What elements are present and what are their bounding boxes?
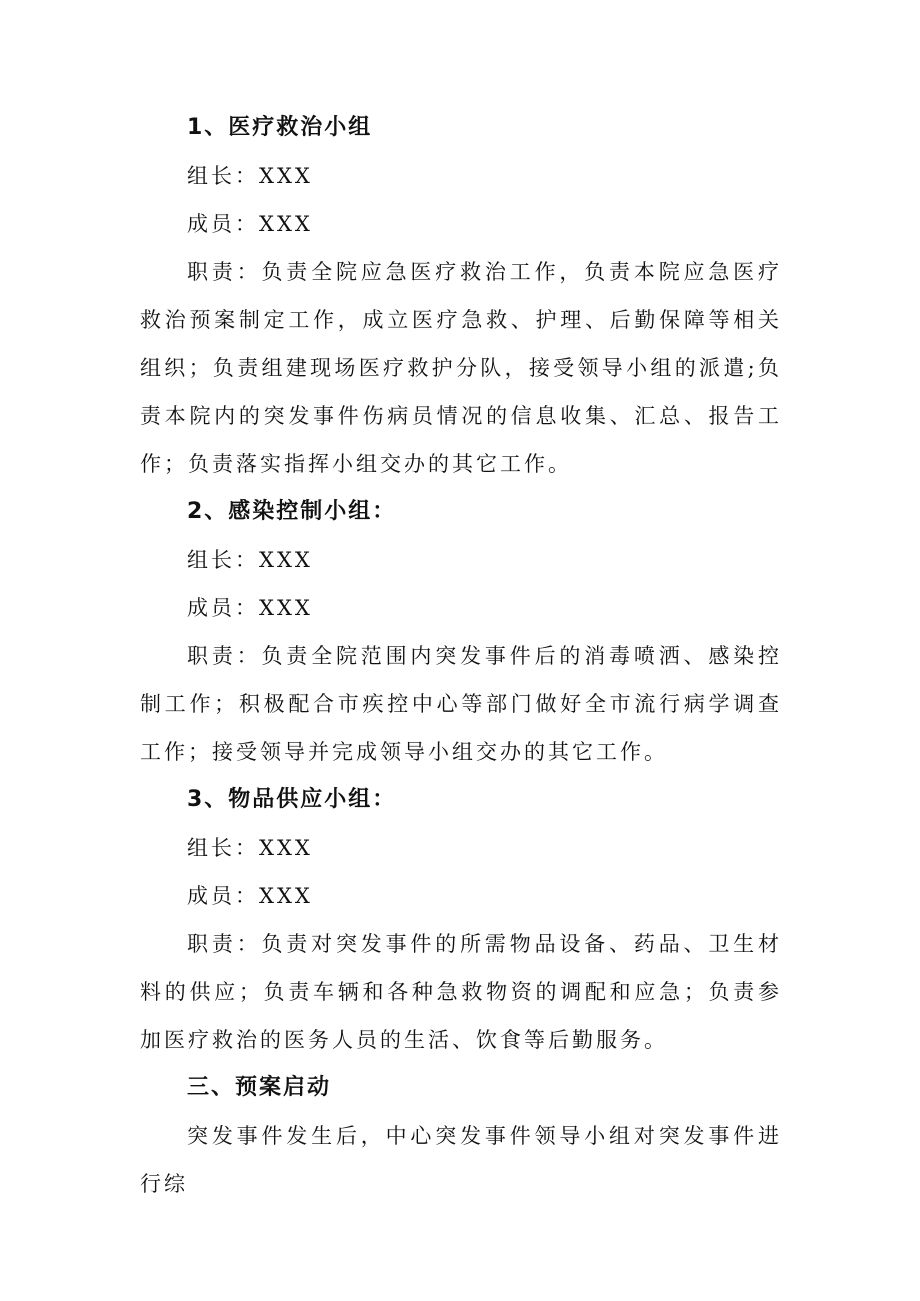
section-infection-control <box>140 488 782 776</box>
chapter-text: 突发事件发生后，中心突发事件领导小组对突发事件进行综 <box>140 1124 782 1196</box>
section-supply <box>140 776 782 1064</box>
section-duty: 职责：负责对突发事件的所需物品设备、药品、卫生材料的供应；负责车辆和各种急救物资的调配和应急；负责参加医疗救治的医务人员的生活、饮食等后勤服务。 <box>140 932 782 1052</box>
section-duty: 职责：负责全院范围内突发事件后的消毒喷洒、感染控制工作；积极配合市疾控中心等部门做好全市流行病学调查工作；接受领导并完成领导小组交办的其它工作。 <box>140 644 782 764</box>
section-leader: 组长：XXX <box>187 548 313 572</box>
section-title: 2、感染控制小组： <box>187 499 397 524</box>
chapter-plan-activation <box>140 1064 782 1208</box>
document-body <box>140 104 782 1208</box>
section-members: 成员：XXX <box>187 596 313 620</box>
section-leader: 组长：XXX <box>187 836 313 860</box>
section-duty: 职责：负责全院应急医疗救治工作，负责本院应急医疗救治预案制定工作，成立医疗急救、护理、后勤保障等相关组织；负责组建现场医疗救护分队，接受领导小组的派遣;负责本院内的突发事件伤病员情况的信息收集、汇总、报告工作；负责落实指挥小组交办的其它工作。 <box>140 260 782 476</box>
section-members: 成员：XXX <box>187 212 313 236</box>
section-title: 1、医疗救治小组 <box>187 115 373 140</box>
section-members: 成员：XXX <box>187 884 313 908</box>
chapter-title: 三、预案启动 <box>187 1075 332 1100</box>
section-medical-treatment <box>140 104 782 488</box>
section-title: 3、物品供应小组： <box>187 787 397 812</box>
section-leader: 组长：XXX <box>187 164 313 188</box>
